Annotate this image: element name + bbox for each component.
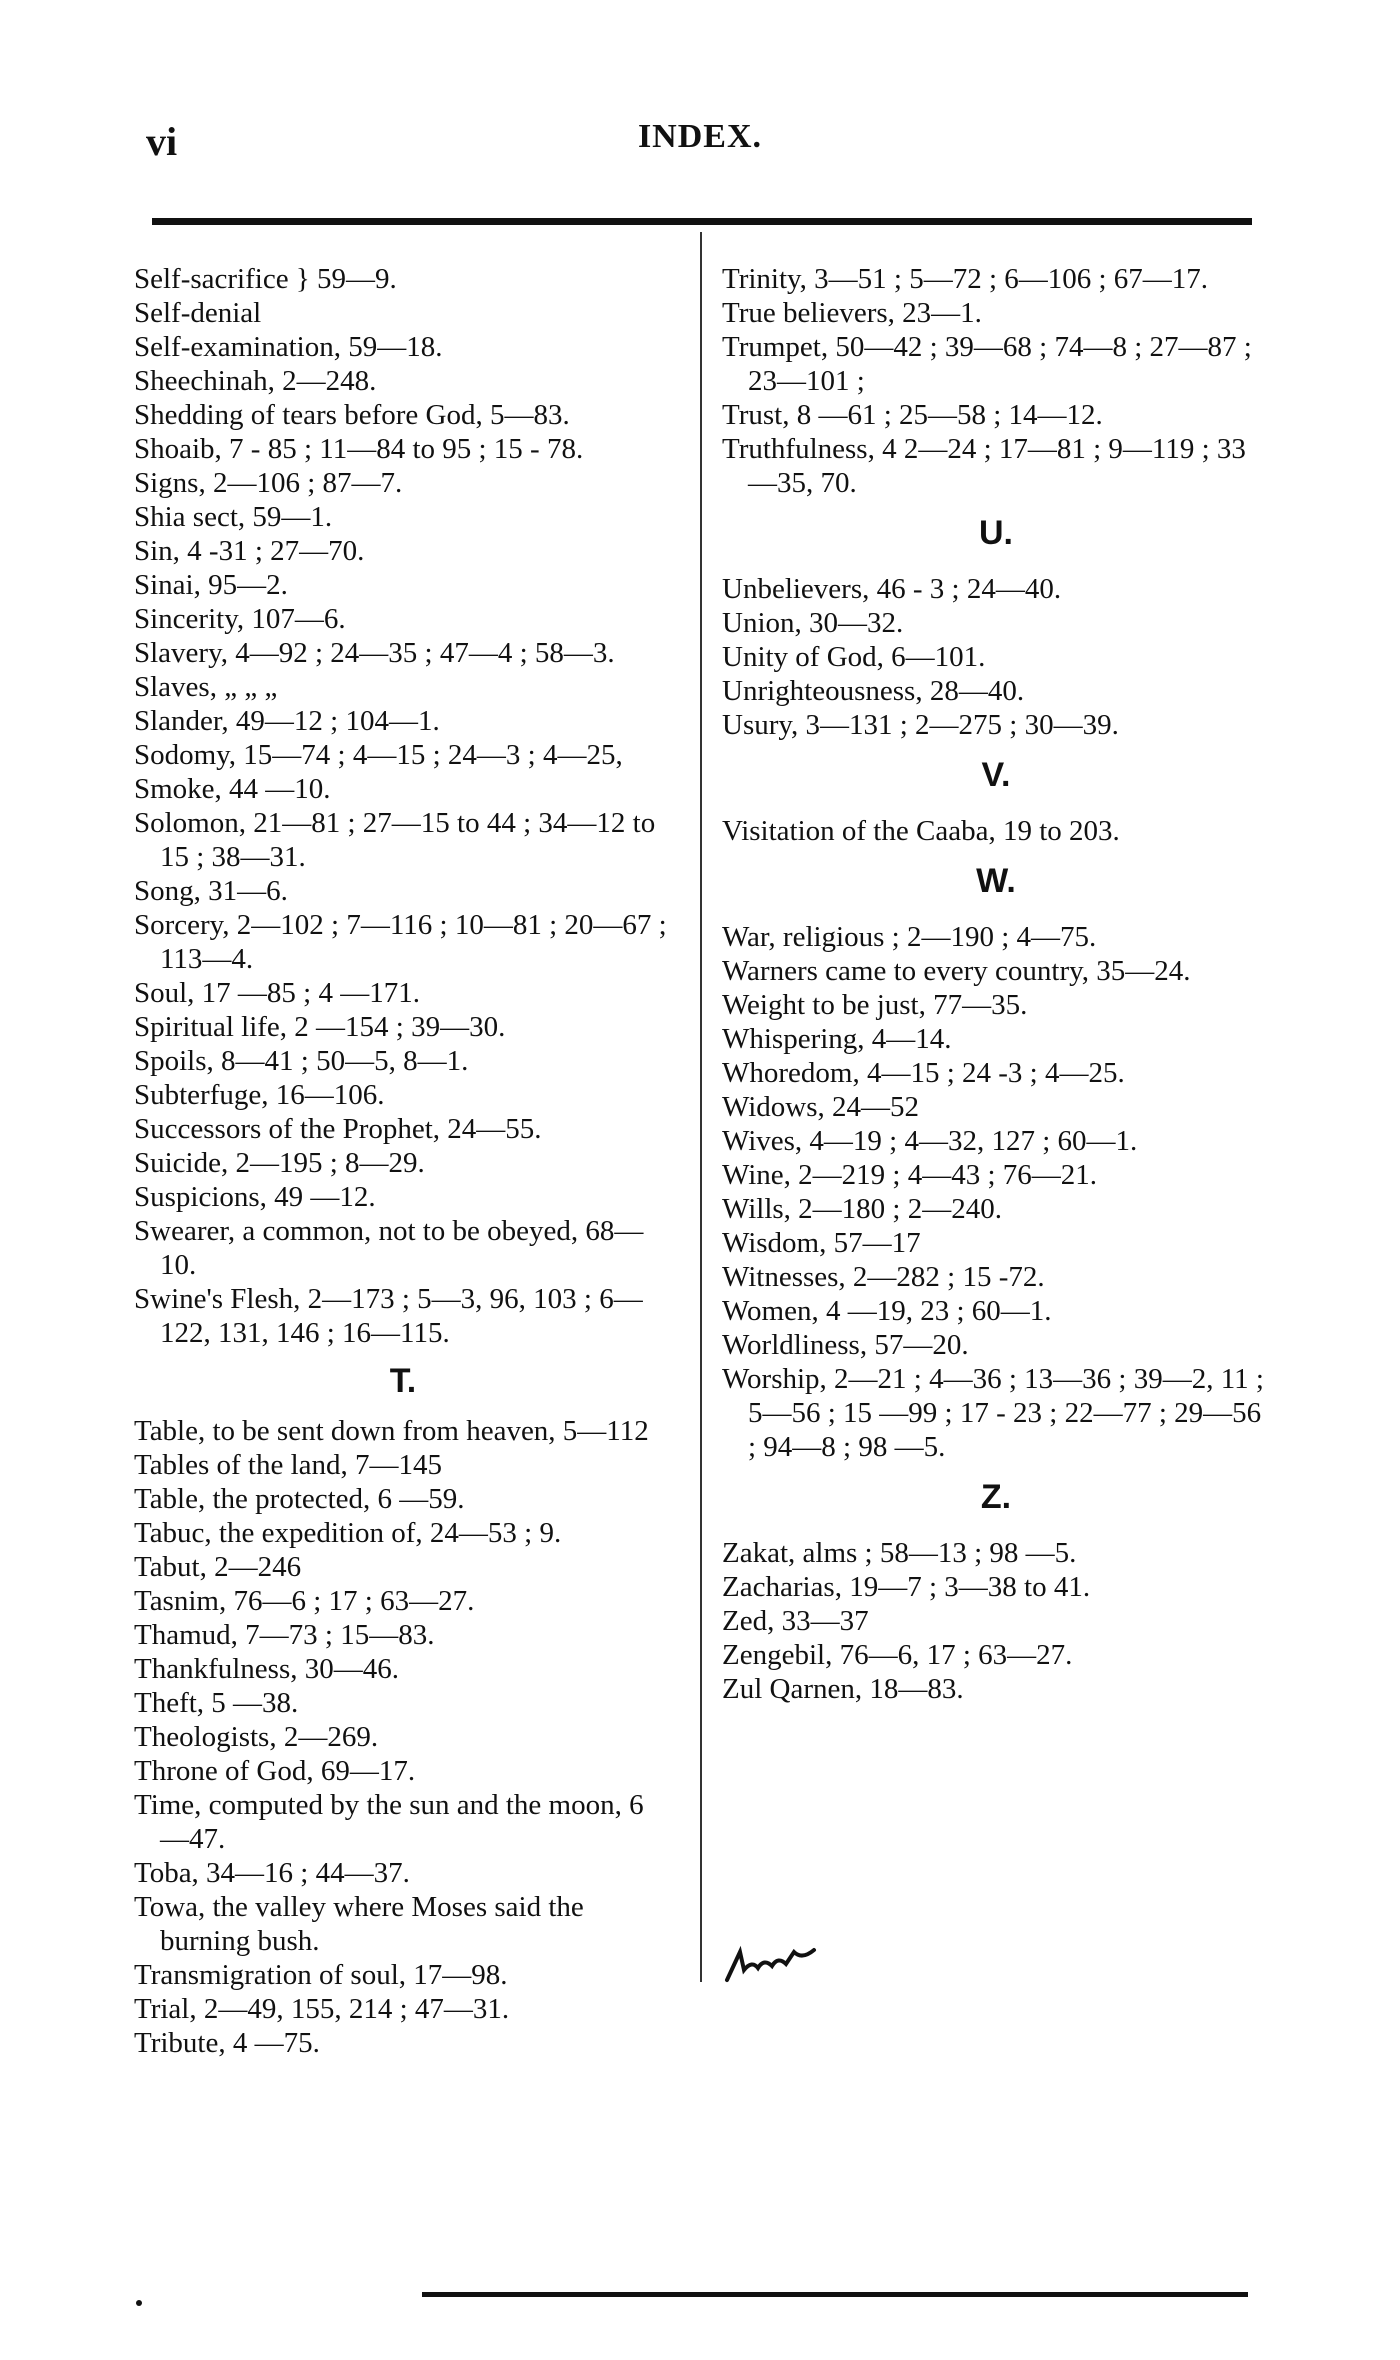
index-entry: Toba, 34—16 ; 44—37. <box>134 1857 410 1889</box>
index-entry: Self-sacrifice } 59—9. <box>134 263 397 295</box>
index-entry: Zul Qarnen, 18—83. <box>722 1673 964 1705</box>
index-entry: Table, the protected, 6 —59. <box>134 1483 465 1515</box>
index-entry: Swine's Flesh, 2—173 ; 5—3, 96, 103 ; 6—122, 131, 146 ; 16—115. <box>134 1283 643 1349</box>
index-entry: Usury, 3—131 ; 2—275 ; 30—39. <box>722 709 1119 741</box>
index-entry: Self-denial <box>134 297 262 329</box>
index-entry: Wives, 4—19 ; 4—32, 127 ; 60—1. <box>722 1125 1138 1157</box>
index-entry: Sodomy, 15—74 ; 4—15 ; 24—3 ; 4—25, <box>134 739 623 771</box>
index-entry: Slavery, 4—92 ; 24—35 ; 47—4 ; 58—3. <box>134 637 615 669</box>
letter-heading-t: T. <box>389 1362 417 1400</box>
bottom-rule <box>422 2292 1248 2297</box>
page-header <box>0 118 1400 168</box>
index-entry: Tables of the land, 7—145 <box>134 1449 443 1481</box>
index-entry: Suspicions, 49 —12. <box>134 1181 376 1213</box>
index-entry: Thamud, 7—73 ; 15—83. <box>134 1619 435 1651</box>
index-entry: Widows, 24—52 <box>722 1091 919 1123</box>
index-entry: Wine, 2—219 ; 4—43 ; 76—21. <box>722 1159 1098 1191</box>
index-entry: Sinai, 95—2. <box>134 569 288 601</box>
index-entry: Solomon, 21—81 ; 27—15 to 44 ; 34—12 to 15 ; 38—31. <box>134 807 656 873</box>
index-entry: Zengebil, 76—6, 17 ; 63—27. <box>722 1639 1073 1671</box>
index-entry: Visitation of the Caaba, 19 to 203. <box>722 815 1120 847</box>
right-entries-t <box>722 262 1270 500</box>
left-column <box>134 262 672 2060</box>
index-entry: Successors of the Prophet, 24—55. <box>134 1113 542 1145</box>
index-entry: Towa, the valley where Moses said the burning bush. <box>134 1891 584 1957</box>
index-entry: Whoredom, 4—15 ; 24 -3 ; 4—25. <box>722 1057 1125 1089</box>
left-entries-t <box>134 1414 672 2060</box>
index-entry: Subterfuge, 16—106. <box>134 1079 385 1111</box>
index-entry: Slaves, „ „ „ <box>134 671 278 703</box>
index-entry: Time, computed by the sun and the moon, 6—47. <box>134 1789 644 1855</box>
index-entry: Wisdom, 57—17 <box>722 1227 921 1259</box>
index-entry: Sorcery, 2—102 ; 7—116 ; 10—81 ; 20—67 ; 113—4. <box>134 909 667 975</box>
index-entry: War, religious ; 2—190 ; 4—75. <box>722 921 1097 953</box>
index-entry: True believers, 23—1. <box>722 297 982 329</box>
index-entry: Whispering, 4—14. <box>722 1023 952 1055</box>
index-entry: Warners came to every country, 35—24. <box>722 955 1191 987</box>
index-entry: Swearer, a common, not to be obeyed, 68—10. <box>134 1215 644 1281</box>
index-entry: Thankfulness, 30—46. <box>134 1653 399 1685</box>
index-entry: Theologists, 2—269. <box>134 1721 379 1753</box>
stray-dot <box>136 2300 142 2306</box>
index-entry: Unity of God, 6—101. <box>722 641 986 673</box>
index-entry: Theft, 5 —38. <box>134 1687 299 1719</box>
index-entry: Zakat, alms ; 58—13 ; 98 —5. <box>722 1537 1077 1569</box>
index-entry: Sin, 4 -31 ; 27—70. <box>134 535 365 567</box>
index-entry: Tasnim, 76—6 ; 17 ; 63—27. <box>134 1585 475 1617</box>
index-entry: Shedding of tears before God, 5—83. <box>134 399 570 431</box>
index-entry: Tabut, 2—246 <box>134 1551 302 1583</box>
index-entry: Shia sect, 59—1. <box>134 501 333 533</box>
index-entry: Tribute, 4 —75. <box>134 2027 320 2059</box>
index-entry: Spoils, 8—41 ; 50—5, 8—1. <box>134 1045 469 1077</box>
top-rule <box>152 218 1252 225</box>
index-entry: Table, to be sent down from heaven, 5—112 <box>134 1415 649 1447</box>
letter-heading-z: Z. <box>980 1478 1012 1516</box>
column-divider <box>700 232 702 1982</box>
page-number: vi <box>146 119 178 164</box>
index-entry: Self-examination, 59—18. <box>134 331 443 363</box>
index-entry: Song, 31—6. <box>134 875 288 907</box>
left-entries-s <box>134 262 672 1350</box>
right-entries-w <box>722 920 1270 1464</box>
index-entry: Slander, 49—12 ; 104—1. <box>134 705 440 737</box>
index-entry: Smoke, 44 —10. <box>134 773 331 805</box>
index-entry: Trial, 2—49, 155, 214 ; 47—31. <box>134 1993 510 2025</box>
index-entry: Trinity, 3—51 ; 5—72 ; 6—106 ; 67—17. <box>722 263 1209 295</box>
letter-heading-w: W. <box>976 862 1016 900</box>
index-entry: Union, 30—32. <box>722 607 904 639</box>
index-entry: Spiritual life, 2 —154 ; 39—30. <box>134 1011 506 1043</box>
index-entry: Trust, 8 —61 ; 25—58 ; 14—12. <box>722 399 1103 431</box>
index-entry: Throne of God, 69—17. <box>134 1755 416 1787</box>
index-entry: Transmigration of soul, 17—98. <box>134 1959 508 1991</box>
index-entry: Unbelievers, 46 - 3 ; 24—40. <box>722 573 1062 605</box>
index-entry: Sheechinah, 2—248. <box>134 365 377 397</box>
index-entry: Trumpet, 50—42 ; 39—68 ; 74—8 ; 27—87 ; 23—101 ; <box>722 331 1252 397</box>
letter-heading-v: V. <box>981 756 1011 794</box>
index-entry: Unrighteousness, 28—40. <box>722 675 1025 707</box>
index-entry: Zed, 33—37 <box>722 1605 869 1637</box>
index-entry: Signs, 2—106 ; 87—7. <box>134 467 403 499</box>
index-entry: Weight to be just, 77—35. <box>722 989 1028 1021</box>
index-entry: Suicide, 2—195 ; 8—29. <box>134 1147 425 1179</box>
index-entry: Wills, 2—180 ; 2—240. <box>722 1193 1002 1225</box>
index-entry: Worship, 2—21 ; 4—36 ; 13—36 ; 39—2, 11 ; 5—56 ; 15 —99 ; 17 - 23 ; 22—77 ; 29—56 ; 94—8 ; 98 —5. <box>722 1363 1264 1463</box>
right-entries-u <box>722 572 1270 742</box>
index-entry: Women, 4 —19, 23 ; 60—1. <box>722 1295 1052 1327</box>
letter-heading-u: U. <box>979 514 1013 552</box>
index-entry: Witnesses, 2—282 ; 15 -72. <box>722 1261 1045 1293</box>
right-column <box>722 262 1270 1706</box>
right-entries-z <box>722 1536 1270 1706</box>
handwritten-mark <box>722 1930 842 1990</box>
index-entry: Tabuc, the expedition of, 24—53 ; 9. <box>134 1517 562 1549</box>
index-entry: Zacharias, 19—7 ; 3—38 to 41. <box>722 1571 1091 1603</box>
index-entry: Sincerity, 107—6. <box>134 603 346 635</box>
index-entry: Truthfulness, 4 2—24 ; 17—81 ; 9—119 ; 33—35, 70. <box>722 433 1246 499</box>
index-entry: Soul, 17 —85 ; 4 —171. <box>134 977 420 1009</box>
right-entries-v <box>722 814 1270 848</box>
index-entry: Worldliness, 57—20. <box>722 1329 969 1361</box>
index-entry: Shoaib, 7 - 85 ; 11—84 to 95 ; 15 - 78. <box>134 433 584 465</box>
page-title: INDEX. <box>637 118 763 155</box>
